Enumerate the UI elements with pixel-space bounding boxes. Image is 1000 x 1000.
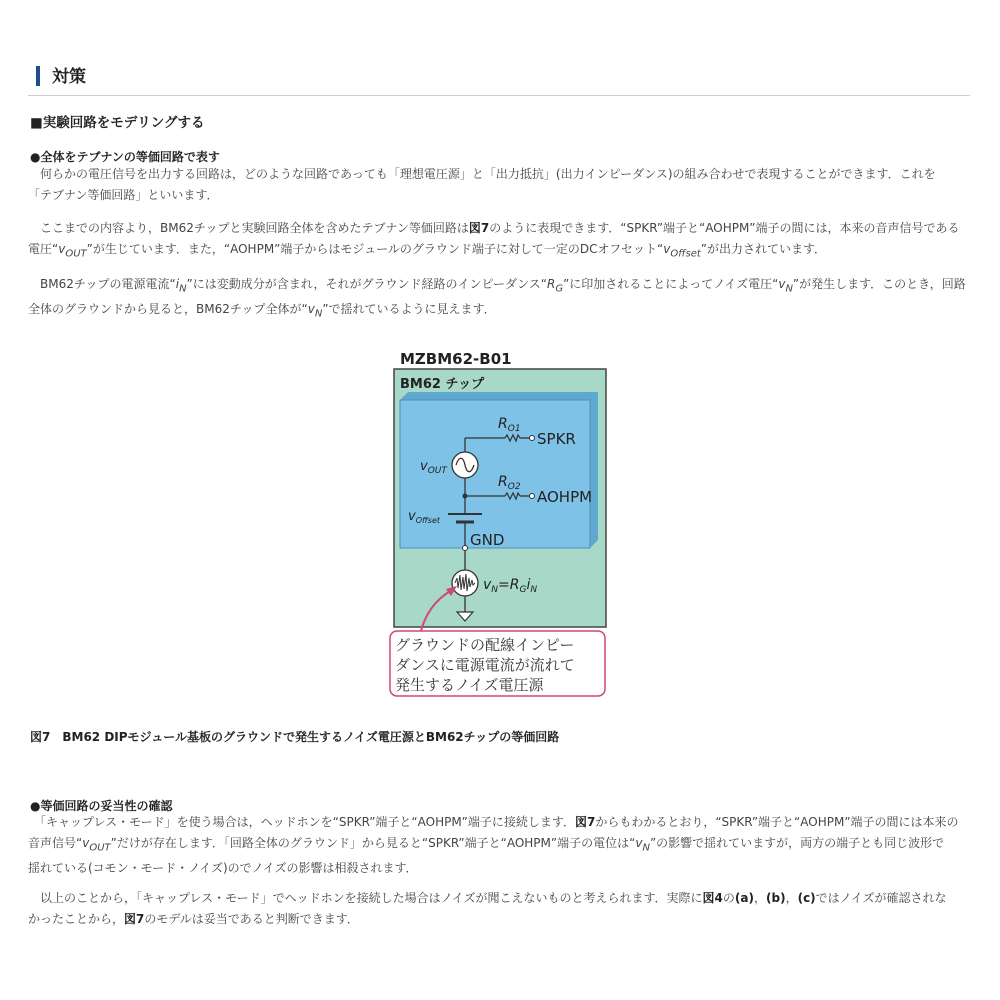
- gnd-terminal-icon: [463, 546, 468, 551]
- vn-equals: =: [498, 577, 510, 593]
- text-run: 「キャップレス・モード」を使う場合は，ヘッドホンを“SPKR”端子と“AOHPM”端子に接続します．: [28, 815, 575, 829]
- annotation-line-3: 発生するノイズ電圧源: [395, 676, 544, 694]
- symbol-subscript: N: [642, 842, 650, 854]
- section-title: 対策: [52, 67, 86, 87]
- text-run: ”が出力されています．: [700, 242, 827, 256]
- figure-ref: (b): [766, 891, 786, 905]
- symbol: R: [546, 277, 556, 291]
- text-run: BM62チップの電源電流“: [28, 277, 176, 291]
- figure-ref: 図7: [574, 815, 596, 829]
- paragraph-line: [28, 833, 972, 858]
- paragraph-line: [28, 239, 972, 264]
- vn-symbol: v: [483, 577, 492, 593]
- paragraph-line: 揺れている(コモン・モード・ノイズ)のでノイズの影響は相殺されます．: [28, 861, 418, 876]
- figure-ref: 図7: [124, 912, 145, 926]
- validity-paragraph-1: [28, 812, 972, 879]
- symbol: i: [175, 277, 180, 291]
- symbol: v: [635, 836, 643, 850]
- paragraph-line: [28, 218, 972, 239]
- text-run: ”だけが存在します．「回路全体のグラウンド」から見ると“SPKR”端子と“AOHPM”端子の電位は“: [110, 836, 636, 850]
- heading-accent-bar: [36, 66, 40, 86]
- text-run: ではノイズが確認されな: [815, 891, 947, 905]
- spkr-terminal-icon: [530, 436, 535, 441]
- figure-ref: 図4: [702, 891, 723, 905]
- ro2-subscript: O2: [507, 482, 521, 492]
- ro1-subscript: O1: [507, 424, 521, 434]
- figure-ref: (c): [797, 891, 816, 905]
- spkr-label: SPKR: [537, 430, 576, 448]
- symbol: v: [663, 242, 671, 256]
- thevenin-paragraph-1: [28, 164, 972, 206]
- thevenin-paragraph-2: [28, 218, 972, 264]
- vn-subscript: N: [491, 585, 499, 595]
- text-run: のように表現できます．“SPKR”端子と“AOHPM”端子の間には，本来の音声信号である: [489, 221, 960, 235]
- text-run: のモデルは妥当であると判断できます．: [144, 912, 359, 926]
- vn-label: [483, 577, 537, 595]
- text-run: ”の影響で揺れていますが，両方の端子とも同じ波形で: [649, 836, 945, 850]
- paragraph-line: [28, 909, 972, 930]
- section-heading: [28, 62, 970, 96]
- symbol-subscript: G: [555, 283, 564, 295]
- figure-caption: 図7 BM62 DIPモジュール基板のグラウンドで発生するノイズ電圧源とBM62チップの等価回路: [30, 730, 560, 744]
- subsection-title: ■実験回路をモデリングする: [30, 115, 205, 131]
- symbol-subscript: N: [785, 283, 793, 295]
- symbol-subscript: N: [179, 283, 187, 295]
- paragraph-line: 「テブナン等価回路」といいます．: [28, 188, 219, 202]
- symbol-subscript: Offset: [670, 248, 701, 260]
- vout-symbol: v: [420, 459, 428, 474]
- text-run: からもわかるとおり，“SPKR”端子と“AOHPM”端子の間には本来の: [595, 815, 959, 829]
- paragraph-line: [28, 812, 972, 833]
- paragraph-line: 何らかの電圧信号を出力する回路は，どのような回路であっても「理想電圧源」と「出力抵抗」(出力インピーダンス)の組み合わせで表現することができます．これを: [28, 167, 936, 181]
- symbol: v: [307, 302, 315, 317]
- paragraph-line: [28, 888, 972, 909]
- symbol-subscript: OUT: [89, 842, 111, 854]
- text-run: ”が発生します．このとき，回路: [792, 277, 966, 291]
- symbol: v: [58, 242, 66, 256]
- junction-dot: [463, 494, 468, 499]
- annotation-line-2: ダンスに電源電流が流れて: [395, 656, 575, 674]
- text-run: かったことから，: [28, 912, 125, 926]
- text-run: ”で揺れているように見えます．: [322, 302, 496, 317]
- text-run: ，: [753, 891, 766, 905]
- figure-ref: 図7: [468, 221, 490, 235]
- gnd-label: GND: [470, 531, 505, 549]
- text-run: ”に印加されることによってノイズ電圧“: [563, 277, 779, 291]
- vn-rg-symbol: R: [509, 577, 520, 593]
- symbol-subscript: OUT: [65, 248, 87, 260]
- module-label: MZBM62-B01: [400, 350, 512, 368]
- annotation-line-1: グラウンドの配線インピー: [395, 636, 575, 654]
- text-run: ここまでの内容より，BM62チップと実験回路全体を含めたテブナン等価回路は: [28, 221, 469, 235]
- validity-paragraph-2: [28, 888, 972, 930]
- thevenin-paragraph-3: [28, 274, 972, 325]
- text-run: 電圧“: [28, 242, 59, 256]
- validity-heading: ●等価回路の妥当性の確認: [30, 799, 173, 813]
- chip-label: BM62 チップ: [400, 377, 485, 392]
- text-run: ”には変動成分が含まれ，それがグラウンド経路のインピーダンス“: [186, 277, 547, 291]
- vn-i-symbol: i: [526, 577, 531, 593]
- aohpm-label: AOHPM: [537, 488, 593, 506]
- vout-subscript: OUT: [427, 466, 447, 476]
- ro2-symbol: R: [498, 474, 508, 490]
- voffset-symbol: v: [408, 509, 416, 524]
- text-run: 以上のことから，「キャップレス・モード」でヘッドホンを接続した場合はノイズが聞こえないものと考えられます．実際に: [28, 891, 703, 905]
- text-run: ”が生じています．また，“AOHPM”端子からはモジュールのグラウンド端子に対して一定のDCオフセット“: [86, 242, 664, 256]
- thevenin-heading: ●全体をテブナンの等価回路で表す: [30, 150, 220, 164]
- paragraph-line: [28, 299, 972, 324]
- text-run: ，: [785, 891, 798, 905]
- vn-rg-subscript: G: [519, 585, 527, 595]
- symbol: v: [82, 836, 90, 850]
- paragraph-line: [28, 274, 972, 299]
- text-run: 全体のグラウンドから見ると，BM62チップ全体が“: [28, 302, 308, 317]
- text-run: 音声信号“: [28, 836, 83, 850]
- symbol: v: [778, 277, 786, 291]
- figure-ref: (a): [734, 891, 754, 905]
- symbol-subscript: N: [314, 308, 323, 320]
- voffset-subscript: Offset: [415, 516, 440, 525]
- equivalent-circuit-figure: [380, 340, 620, 705]
- text-run: の: [722, 891, 735, 905]
- aohpm-terminal-icon: [530, 494, 535, 499]
- vn-i-subscript: N: [530, 585, 538, 595]
- ro1-symbol: R: [498, 416, 508, 432]
